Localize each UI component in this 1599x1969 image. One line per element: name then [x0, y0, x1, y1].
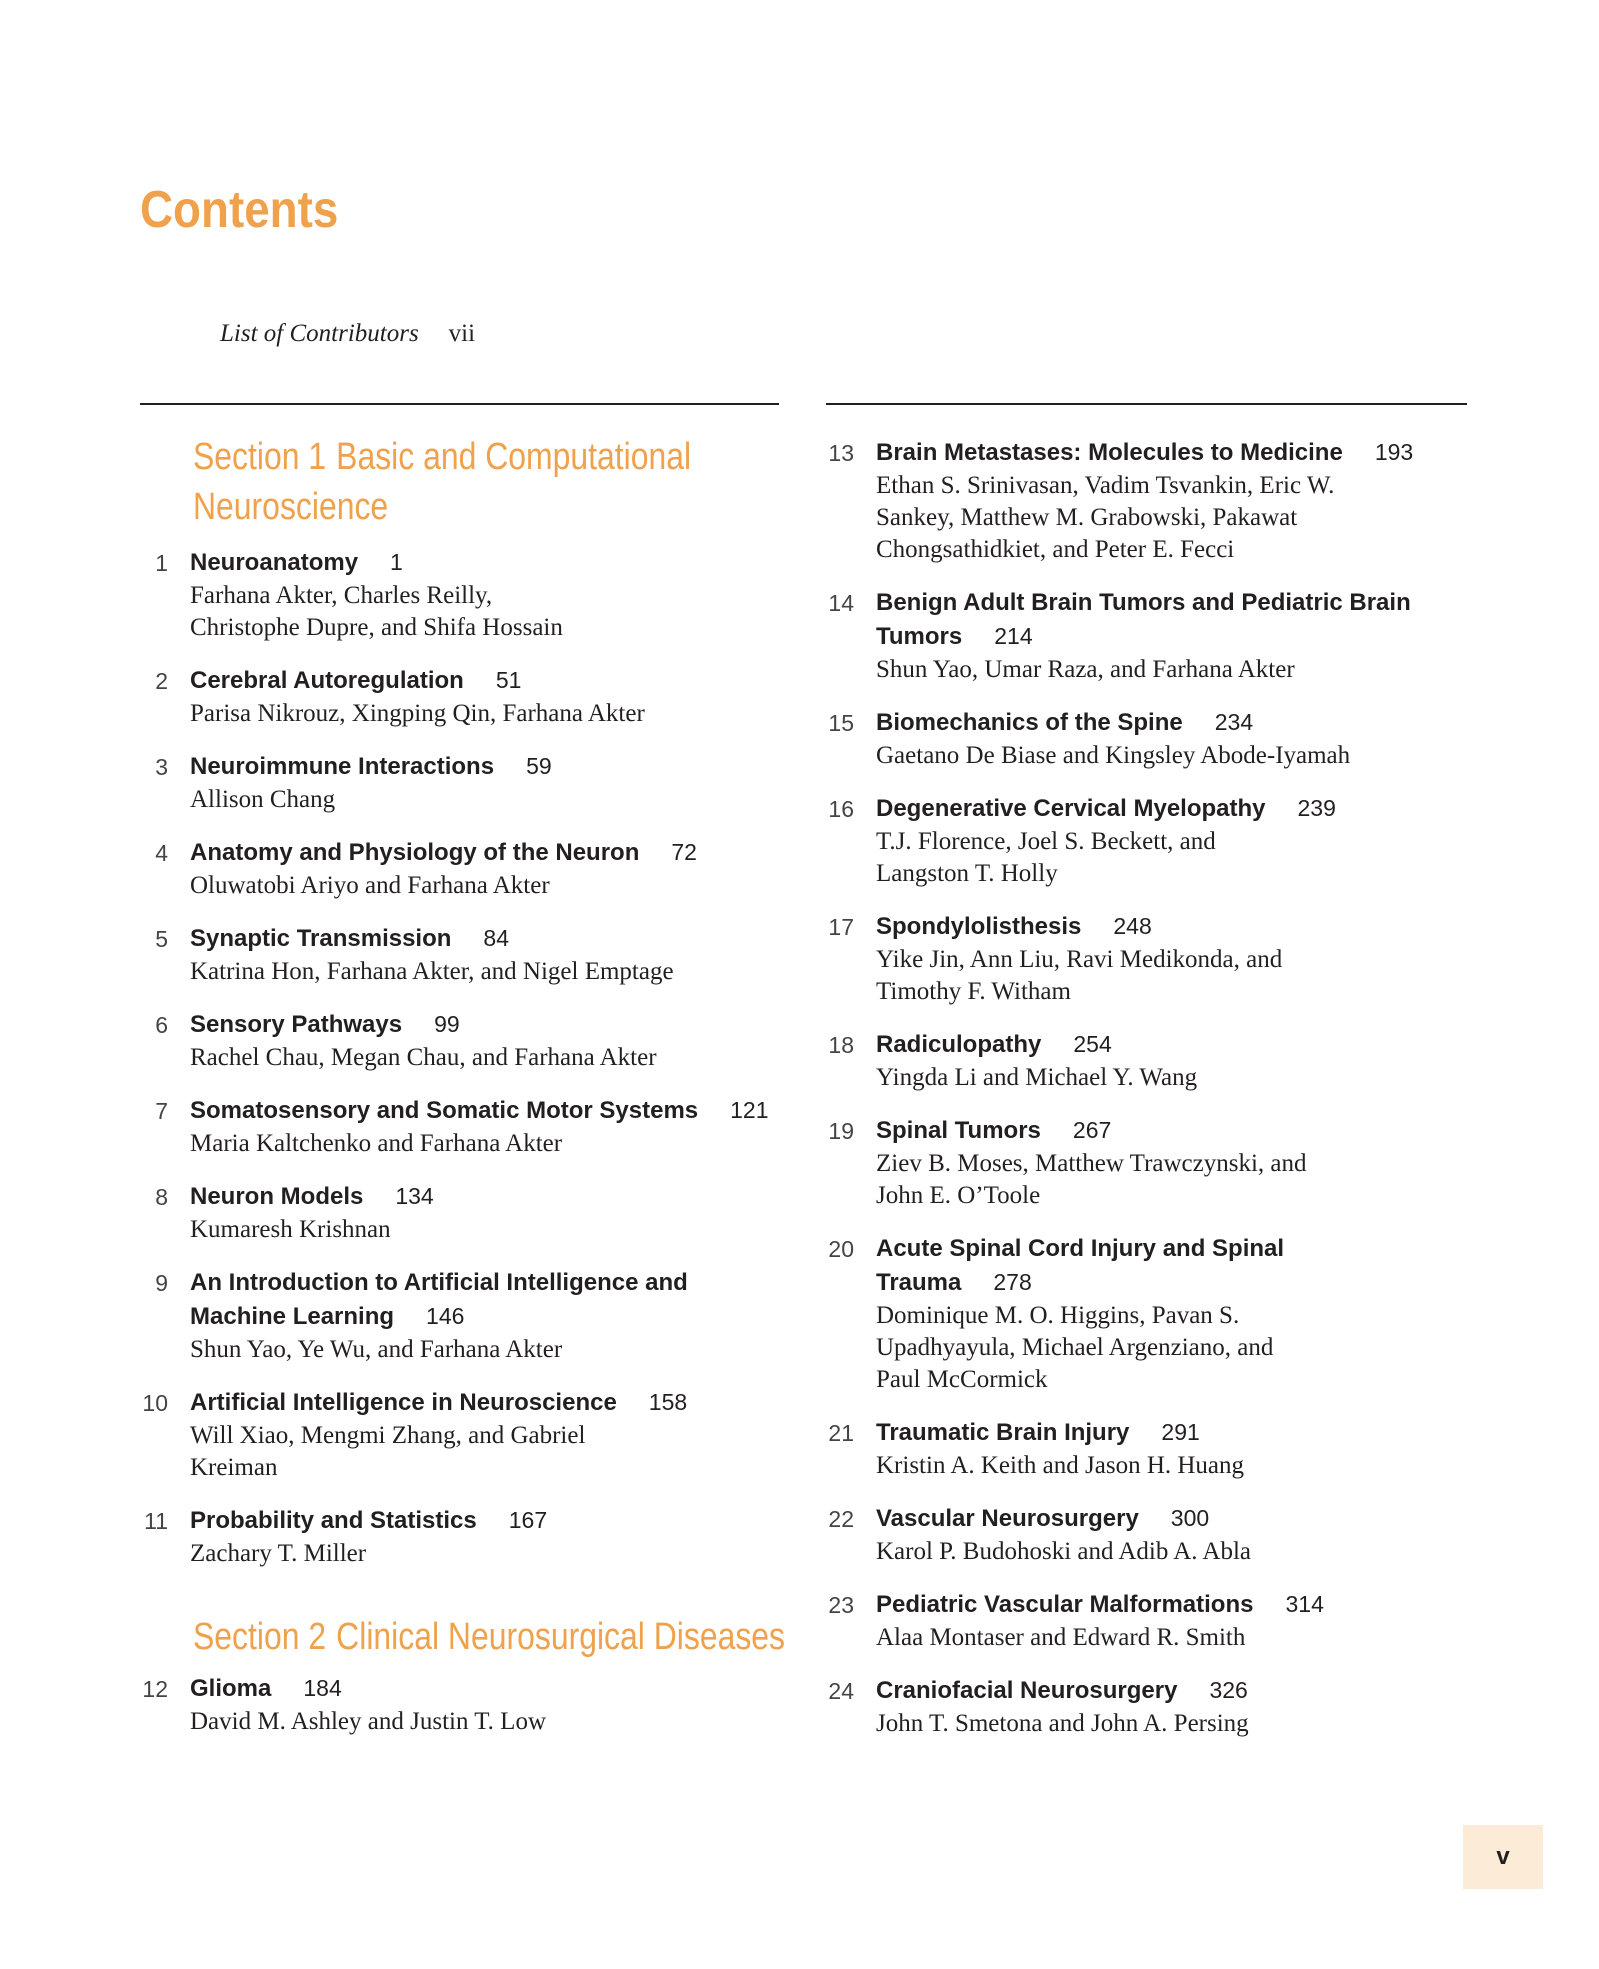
divider-left	[140, 403, 779, 405]
chapter-authors: Dominique M. O. Higgins, Pavan S. Upadhyayula, Michael Argenziano, and Paul McCormick	[876, 1302, 1274, 1393]
toc-entry-12[interactable]	[140, 1672, 780, 1738]
chapter-title: Spinal Tumors	[876, 1117, 1041, 1144]
front-matter-entry[interactable]	[220, 320, 475, 348]
chapter-page: 99	[434, 1011, 460, 1037]
section-heading-1[interactable]	[193, 432, 798, 532]
chapter-title: An Introduction to Artificial Intelligence and Machine Learning	[190, 1269, 688, 1330]
toc-entry-13[interactable]	[826, 436, 1476, 566]
toc-entry-17[interactable]	[826, 910, 1476, 1008]
chapter-title: Artificial Intelligence in Neuroscience	[190, 1389, 617, 1416]
chapter-title: Cerebral Autoregulation	[190, 667, 464, 694]
chapter-authors: T.J. Florence, Joel S. Beckett, and Langston T. Holly	[876, 828, 1216, 887]
toc-entry-22[interactable]	[826, 1502, 1476, 1568]
chapter-title: Synaptic Transmission	[190, 925, 452, 952]
chapter-authors: Ethan S. Srinivasan, Vadim Tsvankin, Eric W. Sankey, Matthew M. Grabowski, Pakawat Chongsathidkiet, and Peter E. Fecci	[876, 472, 1335, 563]
toc-entry-5[interactable]	[140, 922, 780, 988]
toc-entry-19[interactable]	[826, 1114, 1476, 1212]
chapter-title: Neuron Models	[190, 1183, 364, 1210]
chapter-title: Glioma	[190, 1675, 272, 1702]
chapter-authors: John T. Smetona and John A. Persing	[876, 1710, 1249, 1737]
chapter-number: 7	[155, 1098, 168, 1124]
toc-entry-21[interactable]	[826, 1416, 1476, 1482]
chapter-authors: Parisa Nikrouz, Xingping Qin, Farhana Akter	[190, 700, 645, 727]
page-number-folio: v	[1463, 1825, 1543, 1889]
chapter-number: 2	[155, 668, 168, 694]
front-matter-label: List of Contributors	[220, 320, 419, 347]
chapter-number: 5	[155, 926, 168, 952]
chapter-authors: Kristin A. Keith and Jason H. Huang	[876, 1452, 1245, 1479]
chapter-title: Degenerative Cervical Myelopathy	[876, 795, 1266, 822]
toc-entry-15[interactable]	[826, 706, 1476, 772]
chapter-page: 158	[648, 1389, 688, 1415]
page-title: Contents	[140, 181, 339, 239]
toc-left-column	[140, 432, 786, 1758]
chapter-number: 16	[828, 796, 854, 822]
chapter-page: 193	[1374, 439, 1414, 465]
toc-entry-23[interactable]	[826, 1588, 1476, 1654]
chapter-page: 234	[1214, 709, 1254, 735]
chapter-authors: Alaa Montaser and Edward R. Smith	[876, 1624, 1246, 1651]
toc-entry-10[interactable]	[140, 1386, 780, 1484]
chapter-authors: Maria Kaltchenko and Farhana Akter	[190, 1130, 563, 1157]
chapter-page: 248	[1113, 913, 1152, 939]
chapter-number: 10	[142, 1390, 168, 1416]
chapter-number: 17	[828, 914, 854, 940]
chapter-page: 84	[483, 925, 510, 951]
chapter-authors: Zachary T. Miller	[190, 1540, 367, 1567]
chapter-page: 278	[993, 1269, 1032, 1295]
chapter-page: 300	[1170, 1505, 1210, 1531]
chapter-authors: Rachel Chau, Megan Chau, and Farhana Akter	[190, 1044, 657, 1071]
chapter-page: 134	[395, 1183, 434, 1209]
chapter-number: 14	[828, 590, 854, 616]
section-title: Basic and Computational Neuroscience	[193, 436, 692, 528]
chapter-title: Probability and Statistics	[190, 1507, 477, 1534]
chapter-title: Anatomy and Physiology of the Neuron	[190, 839, 640, 866]
chapter-title: Sensory Pathways	[190, 1011, 403, 1038]
chapter-number: 11	[144, 1508, 168, 1534]
chapter-title: Radiculopathy	[876, 1031, 1042, 1058]
chapter-number: 18	[828, 1032, 854, 1058]
chapter-page: 239	[1297, 795, 1336, 821]
chapter-number: 20	[828, 1236, 854, 1262]
chapter-page: 167	[508, 1507, 548, 1533]
chapter-title: Acute Spinal Cord Injury and Spinal Trauma	[876, 1235, 1285, 1296]
toc-right-column	[826, 436, 1476, 1760]
toc-entry-3[interactable]	[140, 750, 780, 816]
chapter-authors: David M. Ashley and Justin T. Low	[190, 1708, 547, 1735]
chapter-authors: Shun Yao, Ye Wu, and Farhana Akter	[190, 1336, 563, 1363]
front-matter-page: vii	[448, 320, 476, 347]
chapter-page: 254	[1073, 1031, 1112, 1057]
chapter-number: 9	[155, 1270, 168, 1296]
chapter-number: 8	[155, 1184, 168, 1210]
chapter-number: 1	[155, 550, 168, 576]
chapter-number: 4	[155, 840, 168, 866]
chapter-number: 23	[828, 1592, 854, 1618]
toc-entry-8[interactable]	[140, 1180, 780, 1246]
chapter-authors: Shun Yao, Umar Raza, and Farhana Akter	[876, 656, 1295, 683]
chapter-authors: Oluwatobi Ariyo and Farhana Akter	[190, 872, 550, 899]
toc-entry-9[interactable]	[140, 1266, 780, 1366]
chapter-authors: Farhana Akter, Charles Reilly, Christophe Dupre, and Shifa Hossain	[190, 582, 563, 641]
chapter-title: Vascular Neurosurgery	[876, 1505, 1139, 1532]
chapter-page: 72	[671, 839, 697, 865]
toc-entry-24[interactable]	[826, 1674, 1476, 1740]
toc-entry-6[interactable]	[140, 1008, 780, 1074]
toc-entry-11[interactable]	[140, 1504, 780, 1570]
section-heading-2[interactable]	[193, 1612, 798, 1662]
chapter-title: Pediatric Vascular Malformations	[876, 1591, 1254, 1618]
chapter-title: Biomechanics of the Spine	[876, 709, 1183, 736]
chapter-authors: Allison Chang	[190, 786, 336, 813]
section-number: Section 2	[193, 1616, 327, 1658]
toc-entry-18[interactable]	[826, 1028, 1476, 1094]
toc-entry-2[interactable]	[140, 664, 780, 730]
chapter-title: Brain Metastases: Molecules to Medicine	[876, 439, 1343, 466]
section-title: Clinical Neurosurgical Diseases	[336, 1616, 786, 1658]
chapter-title: Neuroanatomy	[190, 549, 359, 576]
toc-entry-4[interactable]	[140, 836, 780, 902]
chapter-page: 121	[730, 1097, 769, 1123]
chapter-title: Traumatic Brain Injury	[876, 1419, 1130, 1446]
toc-entry-14[interactable]	[826, 586, 1476, 686]
chapter-number: 15	[828, 710, 854, 736]
chapter-title: Benign Adult Brain Tumors and Pediatric Brain Tumors	[876, 589, 1411, 650]
toc-entry-20[interactable]	[826, 1232, 1476, 1396]
chapter-title: Spondylolisthesis	[876, 913, 1082, 940]
chapter-authors: Will Xiao, Mengmi Zhang, and Gabriel Kreiman	[190, 1422, 586, 1481]
chapter-authors: Gaetano De Biase and Kingsley Abode-Iyamah	[876, 742, 1351, 769]
chapter-page: 326	[1209, 1677, 1248, 1703]
chapter-number: 3	[155, 754, 168, 780]
chapter-title: Somatosensory and Somatic Motor Systems	[190, 1097, 699, 1124]
chapter-number: 24	[828, 1678, 854, 1704]
chapter-page: 267	[1072, 1117, 1112, 1143]
chapter-page: 314	[1285, 1591, 1324, 1617]
section-number: Section 1	[193, 436, 327, 478]
chapter-page: 59	[526, 753, 552, 779]
chapter-page: 51	[495, 667, 522, 693]
chapter-title: Craniofacial Neurosurgery	[876, 1677, 1178, 1704]
toc-entry-1[interactable]	[140, 546, 780, 644]
chapter-page: 291	[1161, 1419, 1200, 1445]
chapter-title: Neuroimmune Interactions	[190, 753, 495, 780]
chapter-number: 19	[828, 1118, 854, 1144]
chapter-page: 146	[426, 1303, 465, 1329]
chapter-page: 214	[994, 623, 1033, 649]
chapter-authors: Yike Jin, Ann Liu, Ravi Medikonda, and Timothy F. Witham	[876, 946, 1283, 1005]
chapter-page: 184	[303, 1675, 342, 1701]
chapter-authors: Katrina Hon, Farhana Akter, and Nigel Emptage	[190, 958, 674, 985]
chapter-authors: Yingda Li and Michael Y. Wang	[876, 1064, 1198, 1091]
chapter-number: 12	[142, 1676, 168, 1702]
chapter-number: 21	[828, 1420, 854, 1446]
chapter-number: 6	[155, 1012, 168, 1038]
chapter-authors: Ziev B. Moses, Matthew Trawczynski, and John E. O’Toole	[876, 1150, 1307, 1209]
toc-entry-16[interactable]	[826, 792, 1476, 890]
chapter-page: 1	[390, 549, 403, 575]
chapter-authors: Kumaresh Krishnan	[190, 1216, 391, 1243]
chapter-authors: Karol P. Budohoski and Adib A. Abla	[876, 1538, 1252, 1565]
chapter-number: 22	[828, 1506, 854, 1532]
chapter-number: 13	[828, 440, 854, 466]
toc-entry-7[interactable]	[140, 1094, 780, 1160]
divider-right	[826, 403, 1467, 405]
